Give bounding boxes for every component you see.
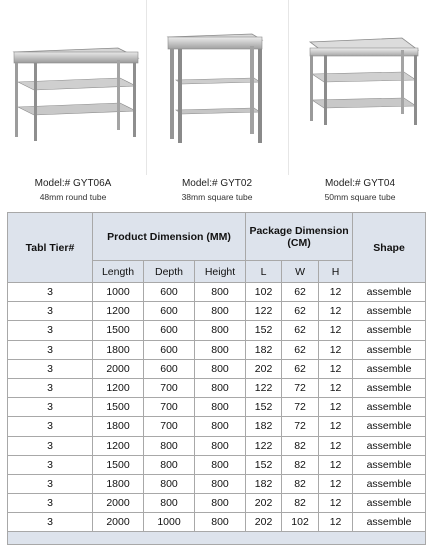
cell-pkg-h: 12: [319, 455, 353, 474]
cell-pkg-w: 62: [282, 359, 319, 378]
cell-length: 1200: [93, 378, 144, 397]
cell-pkg-l: 122: [246, 302, 282, 321]
cell-pkg-h: 12: [319, 283, 353, 302]
cell-height: 800: [195, 494, 246, 513]
cell-pkg-w: 82: [282, 455, 319, 474]
product-card-gyt04: [288, 0, 432, 210]
cell-pkg-w: 72: [282, 378, 319, 397]
table-gyt06a-image: [0, 0, 146, 175]
cell-pkg-w: 62: [282, 340, 319, 359]
header-shape: Shape: [353, 213, 426, 283]
cell-length: 1000: [93, 283, 144, 302]
cell-pkg-l: 152: [246, 321, 282, 340]
header-length: Length: [93, 261, 144, 283]
cell-tier: 3: [8, 302, 93, 321]
product-photos: [0, 0, 432, 210]
cell-depth: 700: [144, 378, 195, 397]
cell-height: 800: [195, 378, 246, 397]
cell-pkg-l: 182: [246, 474, 282, 493]
cell-shape: assemble: [353, 513, 426, 532]
model-name: Model:# GYT06A: [34, 178, 112, 189]
cell-pkg-w: 72: [282, 398, 319, 417]
table-gyt02-image: [146, 0, 288, 175]
cell-shape: assemble: [353, 321, 426, 340]
cell-tier: 3: [8, 436, 93, 455]
spec-table: [7, 212, 426, 545]
cell-height: 800: [195, 436, 246, 455]
product-card-gyt06a: [0, 0, 146, 210]
cell-tier: 3: [8, 359, 93, 378]
table-row: [8, 321, 426, 340]
header-h: H: [319, 261, 353, 283]
cell-pkg-h: 12: [319, 378, 353, 397]
table-row: [8, 494, 426, 513]
cell-pkg-h: 12: [319, 436, 353, 455]
cell-depth: 600: [144, 283, 195, 302]
cell-depth: 700: [144, 398, 195, 417]
cell-shape: assemble: [353, 359, 426, 378]
cell-pkg-w: 82: [282, 474, 319, 493]
cell-pkg-h: 12: [319, 359, 353, 378]
cell-length: 1500: [93, 321, 144, 340]
cell-depth: 600: [144, 359, 195, 378]
cell-shape: assemble: [353, 474, 426, 493]
cell-pkg-h: 12: [319, 513, 353, 532]
cell-height: 800: [195, 283, 246, 302]
header-tier: Tabl Tier#: [8, 213, 93, 283]
cell-pkg-h: 12: [319, 321, 353, 340]
cell-depth: 600: [144, 321, 195, 340]
table-row: [8, 398, 426, 417]
cell-shape: assemble: [353, 417, 426, 436]
cell-pkg-h: 12: [319, 340, 353, 359]
cell-pkg-h: 12: [319, 398, 353, 417]
cell-shape: assemble: [353, 302, 426, 321]
tube-spec: 38mm square tube: [181, 192, 253, 202]
cell-pkg-l: 122: [246, 436, 282, 455]
cell-shape: assemble: [353, 283, 426, 302]
cell-height: 800: [195, 455, 246, 474]
cell-pkg-l: 152: [246, 398, 282, 417]
cell-tier: 3: [8, 340, 93, 359]
table-row: [8, 359, 426, 378]
cell-pkg-w: 82: [282, 494, 319, 513]
cell-length: 1500: [93, 455, 144, 474]
cell-pkg-h: 12: [319, 474, 353, 493]
cell-pkg-w: 102: [282, 513, 319, 532]
cell-height: 800: [195, 321, 246, 340]
cell-length: 2000: [93, 494, 144, 513]
cell-pkg-h: 12: [319, 494, 353, 513]
cell-tier: 3: [8, 474, 93, 493]
cell-pkg-h: 12: [319, 302, 353, 321]
cell-length: 1200: [93, 436, 144, 455]
table-row: [8, 283, 426, 302]
cell-depth: 700: [144, 417, 195, 436]
cell-pkg-l: 102: [246, 283, 282, 302]
cell-height: 800: [195, 340, 246, 359]
cell-height: 800: [195, 474, 246, 493]
table-footer-bar: [8, 532, 426, 545]
cell-tier: 3: [8, 378, 93, 397]
cell-pkg-w: 72: [282, 417, 319, 436]
cell-tier: 3: [8, 417, 93, 436]
cell-height: 800: [195, 302, 246, 321]
table-row: [8, 378, 426, 397]
product-card-gyt02: [146, 0, 288, 210]
table-row: [8, 455, 426, 474]
table-body: [8, 283, 426, 532]
table-row: [8, 417, 426, 436]
cell-depth: 600: [144, 302, 195, 321]
cell-tier: 3: [8, 398, 93, 417]
tube-spec: 48mm round tube: [39, 192, 107, 202]
cell-pkg-l: 202: [246, 359, 282, 378]
header-product-dimension: Product Dimension (MM): [93, 213, 246, 261]
cell-pkg-w: 62: [282, 302, 319, 321]
cell-depth: 800: [144, 455, 195, 474]
header-l: L: [246, 261, 282, 283]
cell-pkg-l: 182: [246, 417, 282, 436]
cell-shape: assemble: [353, 494, 426, 513]
cell-pkg-h: 12: [319, 417, 353, 436]
cell-length: 1200: [93, 302, 144, 321]
cell-tier: 3: [8, 455, 93, 474]
cell-tier: 3: [8, 283, 93, 302]
cell-tier: 3: [8, 513, 93, 532]
table-row: [8, 474, 426, 493]
cell-pkg-l: 182: [246, 340, 282, 359]
cell-pkg-l: 202: [246, 513, 282, 532]
cell-shape: assemble: [353, 398, 426, 417]
cell-tier: 3: [8, 321, 93, 340]
cell-pkg-w: 62: [282, 283, 319, 302]
table-row: [8, 340, 426, 359]
cell-length: 2000: [93, 359, 144, 378]
cell-pkg-l: 152: [246, 455, 282, 474]
cell-shape: assemble: [353, 340, 426, 359]
cell-shape: assemble: [353, 378, 426, 397]
cell-depth: 800: [144, 494, 195, 513]
cell-pkg-l: 202: [246, 494, 282, 513]
cell-tier: 3: [8, 494, 93, 513]
tube-spec: 50mm square tube: [324, 192, 396, 202]
cell-pkg-l: 122: [246, 378, 282, 397]
model-name: Model:# GYT02: [181, 178, 253, 189]
cell-pkg-w: 62: [282, 321, 319, 340]
table-row: [8, 513, 426, 532]
cell-height: 800: [195, 398, 246, 417]
header-w: W: [282, 261, 319, 283]
cell-shape: assemble: [353, 455, 426, 474]
model-name: Model:# GYT04: [324, 178, 396, 189]
cell-height: 800: [195, 417, 246, 436]
cell-height: 800: [195, 359, 246, 378]
cell-pkg-w: 82: [282, 436, 319, 455]
cell-depth: 600: [144, 340, 195, 359]
cell-length: 1800: [93, 340, 144, 359]
cell-depth: 800: [144, 436, 195, 455]
cell-depth: 800: [144, 474, 195, 493]
table-gyt04-image: [288, 0, 432, 175]
cell-length: 1500: [93, 398, 144, 417]
cell-shape: assemble: [353, 436, 426, 455]
table-row: [8, 302, 426, 321]
cell-length: 1800: [93, 417, 144, 436]
header-depth: Depth: [144, 261, 195, 283]
table-row: [8, 436, 426, 455]
cell-depth: 1000: [144, 513, 195, 532]
cell-length: 2000: [93, 513, 144, 532]
cell-length: 1800: [93, 474, 144, 493]
header-height: Height: [195, 261, 246, 283]
cell-height: 800: [195, 513, 246, 532]
header-package-dimension: Package Dimension (CM): [246, 213, 353, 261]
